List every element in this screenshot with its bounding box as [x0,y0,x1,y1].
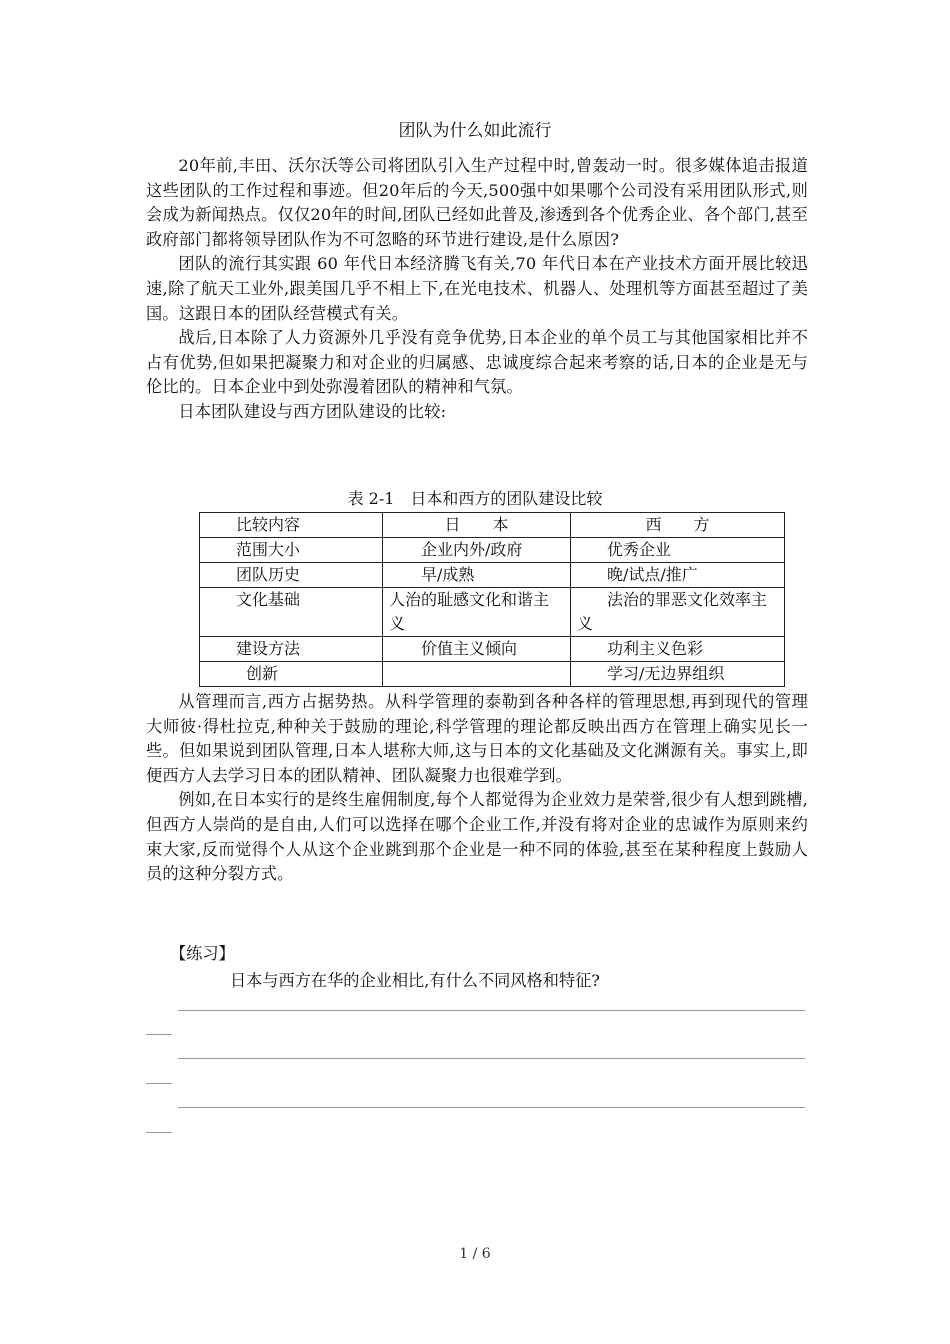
table-row [200,662,785,687]
answer-line-tail [146,1083,172,1084]
paragraph: 日本团队建设与西方团队建设的比较: [178,401,447,421]
table-cell: 早/成熟 [383,563,571,588]
table-cell: 企业内外/政府 [383,538,571,563]
paragraph: 例如,在日本实行的是终生雇佣制度,每个人都觉得为企业效力是荣誉,很少有人想到跳槽,但西方人崇尚的是自由,人们可以选择在哪个企业工作,并没有将对企业的忠诚作为原则来约束大家,反而觉得个人从这个企业跳到那个企业是一种不同的体验,甚至在某种程度上鼓励人员的这种分裂方式。 [146,790,808,884]
table-row [200,588,785,637]
table-row [200,563,785,588]
table-cell: 创新 [200,662,383,687]
table-cell: 价值主义倾向 [383,637,571,662]
exercise-heading: 【练习】 [170,944,235,963]
answer-line-tail [146,1034,172,1035]
intro-text [146,154,808,425]
table-cell: 学习/无边界组织 [571,662,785,687]
answer-line [178,1107,805,1108]
answer-line-tail [146,1132,172,1133]
paragraph: 战后,日本除了人力资源外几乎没有竞争优势,日本企业的单个员工与其他国家相比并不占有优势,但如果把凝聚力和对企业的归属感、忠诚度综合起来考察的话,日本的企业是无与伦比的。日本企业中到处弥漫着团队的精神和气氛。 [146,328,808,397]
paragraph: 从管理而言,西方占据势热。从科学管理的泰勒到各种各样的管理思想,再到现代的管理大师彼·得杜拉克,种种关于鼓励的理论,科学管理的理论都反映出西方在管理上确实见长一些。但如果说到团队管理,日本人堪称大师,这与日本的文化基础及文化渊源有关。事实上,即便西方人去学习日本的团队精神、团队凝聚力也很难学到。 [146,692,808,785]
table-cell: 文化基础 [200,588,383,637]
table-cell: 团队历史 [200,563,383,588]
table-cell: 人治的耻感文化和谐主义 [383,588,571,637]
header-cell: 日 本 [383,513,571,538]
table-caption: 表 2-1 日本和西方的团队建设比较 [347,489,603,508]
answer-line [178,1010,805,1011]
header-cell: 西 方 [571,513,785,538]
header-cell: 比较内容 [200,513,383,538]
table-cell: 优秀企业 [571,538,785,563]
table-cell: 晚/试点/推广 [571,563,785,588]
exercise-question: 日本与西方在华的企业相比,有什么不同风格和特征? [230,971,600,990]
document-title: 团队为什么如此流行 [398,121,552,141]
table-cell: 范围大小 [200,538,383,563]
table-row [200,637,785,662]
table-header-row [200,513,785,538]
table-cell: 功利主义色彩 [571,637,785,662]
table-cell: 建设方法 [200,637,383,662]
comparison-table [199,512,785,687]
table-cell: 法治的罪恶文化效率主义 [571,588,785,637]
table-row [200,538,785,563]
table-cell [383,662,571,687]
paragraph: 20年前,丰田、沃尔沃等公司将团队引入生产过程中时,曾轰动一时。很多媒体追击报道这些团队的工作过程和事迹。但20年后的今天,500强中如果哪个公司没有采用团队形式,则会成为新闻热点。仅仅20年的时间,团队已经如此普及,渗透到各个优秀企业、各个部门,甚至政府部门都将领导团队作为不可忽略的环节进行建设,是什么原因? [146,156,808,249]
paragraph: 团队的流行其实跟 60 年代日本经济腾飞有关,70 年代日本在产业技术方面开展比较迅速,除了航天工业外,跟美国几乎不相上下,在光电技术、机器人、处理机等方面甚至超过了美国。这跟日本的团队经营模式有关。 [146,254,808,323]
answer-line [178,1058,805,1059]
discussion-text [146,690,808,887]
page-number: 1 / 6 [459,1246,491,1262]
